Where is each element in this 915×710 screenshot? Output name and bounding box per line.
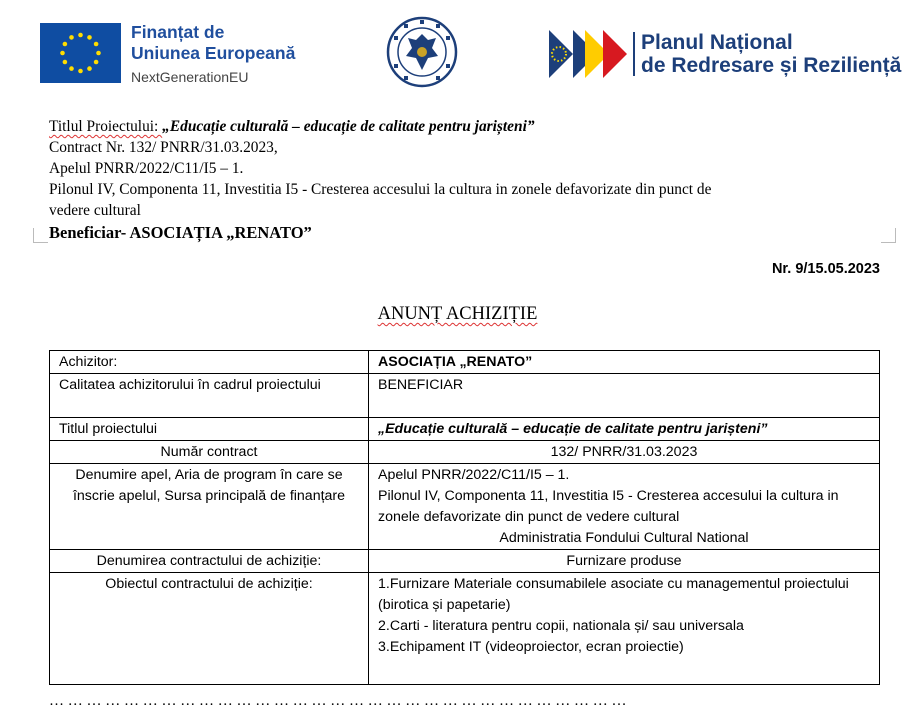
announcement-title-text: ANUNȚ ACHIZIȚIE xyxy=(377,304,538,324)
pilon-line-1: Pilonul IV, Componenta 11, Investitia I5 - Cresterea accesului la cultura in zonele defavorizate din punct de xyxy=(49,181,712,198)
project-title-label: Titlul Proiectului: xyxy=(49,118,163,135)
beneficiar-line: Beneficiar- ASOCIAȚIA „RENATO” xyxy=(49,223,312,242)
obiect-item-3: 3.Echipament IT (videoproiector, ecran proiectie) xyxy=(378,639,684,655)
margin-corner-right xyxy=(881,228,896,243)
achizitor-value: ASOCIAȚIA „RENATO” xyxy=(369,351,880,374)
romanian-government-seal-icon xyxy=(386,16,458,88)
government-seal-logo xyxy=(386,16,458,88)
calitate-value: BENEFICIAR xyxy=(369,374,880,418)
pnrr-line1: Planul Național xyxy=(641,31,793,54)
pnrr-logo-mark xyxy=(549,30,639,78)
apel-value-line3: Administratia Fondului Cultural National xyxy=(499,530,749,546)
pnrr-arrows-icon xyxy=(549,30,639,78)
apel-label: Denumire apel, Aria de program în care se înscrie apelul, Sursa principală de finanțare xyxy=(50,464,369,550)
pilon-line-2: vedere cultural xyxy=(49,202,141,219)
numar-label: Număr contract xyxy=(50,441,369,464)
eu-line3: NextGenerationEU xyxy=(131,69,249,85)
titlu-label: Titlul proiectului xyxy=(50,418,369,441)
eu-funding-text xyxy=(131,22,295,88)
eu-line2: Uniunea Europeană xyxy=(131,43,296,63)
table-row xyxy=(50,573,880,685)
table-row xyxy=(50,351,880,374)
cut-off-text-line: … … … … … … … … … … … … … … … … … … … … … … … … … … … … … … … xyxy=(49,693,627,709)
achizitor-label: Achizitor: xyxy=(50,351,369,374)
denumire-value: Furnizare produse xyxy=(369,550,880,573)
contract-line: Contract Nr. 132/ PNRR/31.03.2023, xyxy=(49,139,278,156)
announcement-title xyxy=(0,304,915,325)
table-row xyxy=(50,418,880,441)
obiect-item-2: 2.Carti - literatura pentru copii, nationala și/ sau universala xyxy=(378,618,744,634)
eu-stars-icon xyxy=(40,23,121,83)
table-row xyxy=(50,550,880,573)
titlu-value: „Educație culturală – educație de calitate pentru jarișteni” xyxy=(369,418,880,441)
obiect-label: Obiectul contractului de achiziție: xyxy=(50,573,369,685)
table-row xyxy=(50,441,880,464)
denumire-label: Denumirea contractului de achiziție: xyxy=(50,550,369,573)
table-row xyxy=(50,464,880,550)
eu-line1: Finanțat de xyxy=(131,22,225,42)
project-title-value: „Educație culturală – educație de calitate pentru jarișteni” xyxy=(162,118,535,135)
apel-value-line2: Pilonul IV, Componenta 11, Investitia I5 - Cresterea accesului la cultura in zonele defavorizate din punct de vedere cultural xyxy=(378,488,839,525)
apel-value xyxy=(369,464,880,550)
calitate-label: Calitatea achizitorului în cadrul proiectului xyxy=(50,374,369,418)
obiect-item-1: 1.Furnizare Materiale consumabilele asociate cu managementul proiectului (birotica și papetarie) xyxy=(378,576,849,613)
numar-value: 132/ PNRR/31.03.2023 xyxy=(369,441,880,464)
apel-value-line1: Apelul PNRR/2022/C11/I5 – 1. xyxy=(378,467,570,483)
margin-corner-left xyxy=(33,228,48,243)
pnrr-line2: de Redresare și Reziliență xyxy=(641,54,902,77)
eu-flag-logo xyxy=(40,23,121,83)
obiect-value xyxy=(369,573,880,685)
pnrr-logo-text xyxy=(641,31,901,77)
apel-line: Apelul PNRR/2022/C11/I5 – 1. xyxy=(49,160,244,177)
table-row xyxy=(50,374,880,418)
procurement-table xyxy=(49,350,880,685)
project-title-line xyxy=(49,116,535,137)
document-number: Nr. 9/15.05.2023 xyxy=(771,261,880,277)
